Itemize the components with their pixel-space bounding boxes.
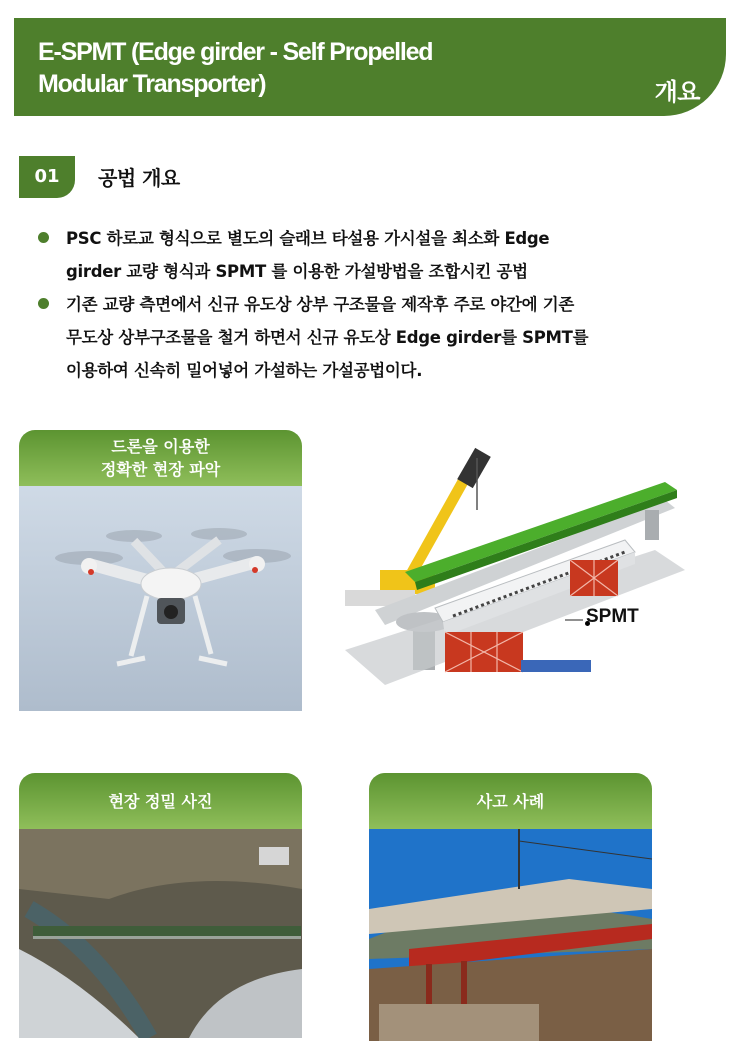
bullet-item	[38, 288, 728, 387]
aerial-photo-image	[19, 829, 302, 1038]
bullet-list	[38, 222, 728, 387]
section-title: 공법 개요	[98, 166, 180, 190]
header-title-line1: E-SPMT (Edge girder - Self Propelled	[38, 38, 433, 66]
accident-card-label: 사고 사례	[369, 773, 652, 829]
drone-image	[19, 486, 302, 711]
site-photo-card	[19, 773, 302, 1038]
drone-card-label	[19, 430, 302, 486]
spmt-label: SPMT	[586, 606, 639, 627]
accident-card	[369, 773, 652, 1041]
section-number-badge: 01	[19, 156, 75, 198]
drone-label-line1: 드론을 이용한	[111, 437, 210, 456]
bullet-line: 이용하여 신속히 밀어넣어 가설하는 가설공법이다.	[66, 361, 423, 380]
bullet-line: PSC 하로교 형식으로 별도의 슬래브 타설용 가시설을 최소화 Edge	[66, 229, 550, 248]
site-photo-card-label: 현장 정밀 사진	[19, 773, 302, 829]
bullet-item	[38, 222, 728, 288]
accident-photo-image	[369, 829, 652, 1041]
bridge-render-image	[325, 440, 685, 702]
bullet-line: girder 교량 형식과 SPMT 를 이용한 가설방법을 조합시킨 공법	[66, 262, 528, 281]
header-title	[38, 36, 518, 100]
drone-card	[19, 430, 302, 711]
bullet-line: 기존 교량 측면에서 신규 유도상 상부 구조물을 제작후 주로 야간에 기존	[66, 295, 574, 314]
header-subtitle: 개요	[654, 78, 700, 106]
bullet-line: 무도상 상부구조물을 철거 하면서 신규 유도상 Edge girder를 SPMT를	[66, 328, 589, 347]
drone-label-line2: 정확한 현장 파악	[100, 460, 221, 479]
header-banner	[14, 18, 726, 116]
header-title-line2: Modular Transporter)	[38, 70, 266, 98]
